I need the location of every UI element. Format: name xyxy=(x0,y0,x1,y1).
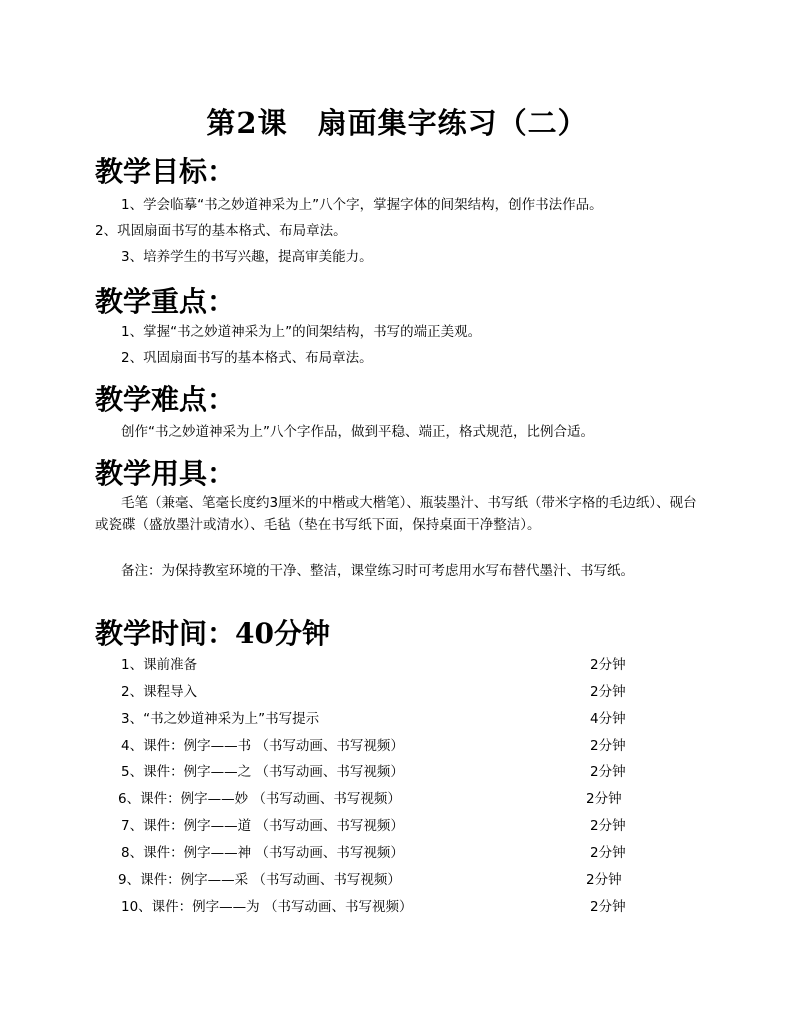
difficulties-text: 创作“书之妙道神采为上”八个字作品，做到平稳、端正，格式规范，比例合适。 xyxy=(121,424,594,440)
key-point-item: 2、巩固扇面书写的基本格式、布局章法。 xyxy=(121,350,373,366)
schedule-item: 6、课件：例字——妙 （书写动画、书写视频） xyxy=(118,791,401,807)
schedule-item: 9、课件：例字——采 （书写动画、书写视频） xyxy=(118,872,401,888)
schedule-time: 2分钟 xyxy=(590,899,626,915)
schedule-item: 1、课前准备 xyxy=(121,657,198,673)
goal-item: 3、培养学生的书写兴趣，提高审美能力。 xyxy=(121,249,373,265)
schedule-item: 5、课件：例字——之 （书写动画、书写视频） xyxy=(121,764,404,780)
schedule-item: 4、课件：例字——书 （书写动画、书写视频） xyxy=(121,738,404,754)
schedule-time: 2分钟 xyxy=(590,738,626,754)
goal-item: 2、巩固扇面书写的基本格式、布局章法。 xyxy=(95,223,347,239)
schedule-item: 8、课件：例字——神 （书写动画、书写视频） xyxy=(121,845,404,861)
schedule-time: 2分钟 xyxy=(590,764,626,780)
schedule-item: 3、“书之妙道神采为上”书写提示 xyxy=(121,711,320,727)
schedule-time: 2分钟 xyxy=(590,657,626,673)
schedule-time: 2分钟 xyxy=(590,818,626,834)
schedule-time: 2分钟 xyxy=(586,791,622,807)
schedule-item: 2、课程导入 xyxy=(121,684,198,700)
schedule-item: 10、课件：例字——为 （书写动画、书写视频） xyxy=(121,899,413,915)
tools-note: 备注：为保持教室环境的干净、整洁，课堂练习时可考虑用水写布替代墨汁、书写纸。 xyxy=(121,563,634,579)
page-title: 第2课 扇面集字练习（二） xyxy=(206,106,588,140)
tools-text: 毛笔（兼毫、笔毫长度约3厘米的中楷或大楷笔）、瓶装墨汁、书写纸（带米字格的毛边纸）、砚台或瓷碟（盛放墨汁或清水）、毛毡（垫在书写纸下面，保持桌面干净整洁）。 xyxy=(95,495,697,533)
schedule-time: 2分钟 xyxy=(590,684,626,700)
heading-goals: 教学目标： xyxy=(95,155,236,188)
schedule-time: 4分钟 xyxy=(590,711,626,727)
schedule-time: 2分钟 xyxy=(590,845,626,861)
heading-key-points: 教学重点： xyxy=(95,285,236,318)
heading-time: 教学时间：40分钟 xyxy=(95,617,330,650)
key-point-item: 1、掌握“书之妙道神采为上”的间架结构，书写的端正美观。 xyxy=(121,324,482,340)
schedule-item: 7、课件：例字——道 （书写动画、书写视频） xyxy=(121,818,404,834)
goal-item: 1、学会临摹“书之妙道神采为上”八个字，掌握字体的间架结构，创作书法作品。 xyxy=(121,197,603,213)
schedule-time: 2分钟 xyxy=(586,872,622,888)
heading-tools: 教学用具： xyxy=(95,457,236,490)
heading-difficulties: 教学难点： xyxy=(95,383,236,416)
